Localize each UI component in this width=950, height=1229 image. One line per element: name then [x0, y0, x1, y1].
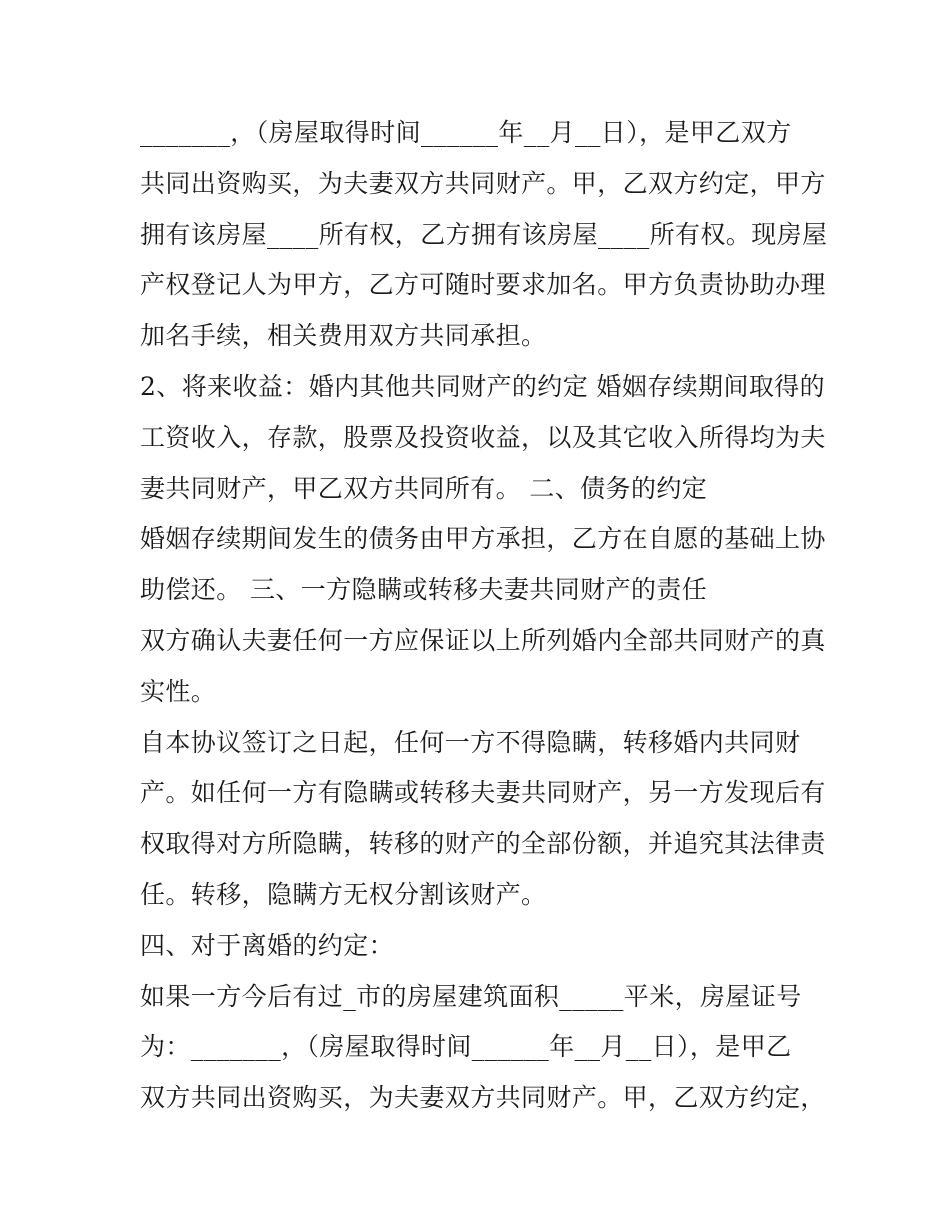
text-line: 共同出资购买，为夫妻双方共同财产。甲，乙双方约定，甲方 [140, 168, 826, 198]
text-line: 拥有该房屋____所有权，乙方拥有该房屋____所有权。现房屋 [140, 219, 828, 249]
text-line: 双方确认夫妻任何一方应保证以上所列婚内全部共同财产的真 [140, 625, 826, 655]
text-line: 为：_______，（房屋取得时间______年__月__日），是甲乙 [140, 1032, 792, 1062]
text-line: 助偿还。 三、一方隐瞒或转移夫妻共同财产的责任 [140, 575, 708, 605]
text-line: 2、将来收益：婚内其他共同财产的约定 婚姻存续期间取得的 [140, 371, 826, 401]
text-line: 实性。 [140, 676, 217, 706]
text-line: 任。转移，隐瞒方无权分割该财产。 [140, 879, 547, 909]
text-line: 权取得对方所隐瞒，转移的财产的全部份额，并追究其法律责 [140, 829, 826, 859]
text-line: 工资收入，存款，股票及投资收益，以及其它收入所得均为夫 [140, 422, 826, 452]
text-line: 产。如任何一方有隐瞒或转移夫妻共同财产，另一方发现后有 [140, 778, 826, 808]
text-line: 加名手续，相关费用双方共同承担。 [140, 321, 547, 351]
text-line: 妻共同财产，甲乙双方共同所有。 二、债务的约定 [140, 473, 708, 503]
text-line: 如果一方今后有过_市的房屋建筑面积_____平米，房屋证号 [140, 981, 802, 1011]
document-body [140, 108, 828, 1124]
text-line: 婚姻存续期间发生的债务由甲方承担，乙方在自愿的基础上协 [140, 524, 826, 554]
text-line: 四、对于离婚的约定： [140, 930, 395, 960]
text-line: 产权登记人为甲方，乙方可随时要求加名。甲方负责协助办理 [140, 270, 826, 300]
text-line: 双方共同出资购买，为夫妻双方共同财产。甲，乙双方约定， [140, 1083, 826, 1113]
text-line: _______，（房屋取得时间______年__月__日），是甲乙双方 [140, 118, 792, 147]
text-line: 自本协议签订之日起，任何一方不得隐瞒，转移婚内共同财 [140, 727, 801, 757]
